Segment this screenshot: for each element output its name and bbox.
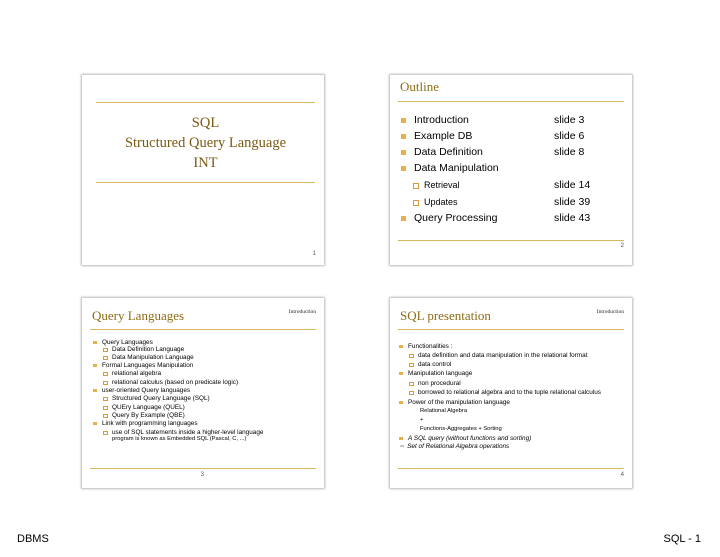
outline-subitem bbox=[401, 179, 626, 193]
outline-label: Introduction bbox=[414, 114, 469, 126]
slide-3-title-rule bbox=[90, 329, 316, 330]
outline-ref: slide 14 bbox=[554, 179, 591, 191]
outline-label: Query Processing bbox=[414, 212, 498, 224]
slide-3-section-tag: Introduction bbox=[288, 309, 316, 315]
slide-2-page-number: 2 bbox=[620, 243, 624, 249]
slide-2-footer-rule bbox=[398, 240, 624, 241]
sub-bullet-icon bbox=[103, 348, 108, 353]
bullet-icon bbox=[399, 401, 403, 405]
bullet-icon bbox=[401, 166, 406, 171]
list-continuation: program is known as Embedded SQL (Pascal, C, ...) bbox=[112, 436, 247, 442]
formula-line: + bbox=[420, 417, 424, 423]
bullet-icon bbox=[93, 341, 97, 345]
formula-line: Functions-Aggregates + Sorting bbox=[420, 426, 502, 432]
slide-3: Query Languages Introduction Query Languages Data Definition Language Data Manipulation Language Formal Languages Manipulation relational algebra relational calculus (based on predicate logic) user-oriented Query languages Structured Query Language (SQL) QUEry Language (QUEL) Query By Example (QBE) Link with programming languages use of SQL statements inside a higher-level language program is known as Embedded SQL (Pascal, C, ...) 3 bbox=[82, 298, 324, 488]
title-rule-top bbox=[96, 102, 315, 103]
sub-bullet-icon bbox=[409, 354, 414, 359]
equivalence-line: ⇔ Set of Relational Algebra operations bbox=[399, 443, 510, 450]
formula-line: Relational Algebra bbox=[420, 408, 468, 414]
slide-4-title-rule bbox=[398, 329, 624, 330]
slide-4-section-tag: Introduction bbox=[596, 309, 624, 315]
bullet-icon bbox=[399, 345, 403, 349]
footer-page-label: SQL - 1 bbox=[663, 533, 701, 545]
outline-label: Updates bbox=[424, 197, 458, 207]
sub-bullet-icon bbox=[103, 372, 108, 377]
slide-4-footer-rule bbox=[398, 468, 624, 469]
bullet-icon bbox=[401, 118, 406, 123]
outline-item bbox=[401, 114, 626, 128]
bullet-icon bbox=[93, 364, 97, 368]
footer-course-name: DBMS bbox=[17, 533, 49, 545]
outline-label: Data Definition bbox=[414, 146, 483, 158]
outline-ref: slide 6 bbox=[554, 130, 585, 142]
slide-1-title-line-2: Structured Query Language bbox=[124, 135, 287, 151]
outline-item bbox=[401, 146, 626, 160]
title-rule-bottom bbox=[96, 182, 315, 183]
outline-ref: slide 8 bbox=[554, 146, 585, 158]
sub-bullet-icon bbox=[413, 200, 419, 206]
bullet-icon bbox=[399, 437, 403, 441]
slide-2 bbox=[390, 75, 632, 265]
sub-bullet-icon bbox=[103, 414, 108, 419]
slide-3-title: Query Languages bbox=[92, 308, 185, 323]
outline-ref: slide 3 bbox=[554, 114, 585, 126]
sub-bullet-icon bbox=[413, 183, 419, 189]
outline-item bbox=[401, 212, 626, 226]
outline-label: Data Manipulation bbox=[414, 162, 499, 174]
slide-2-title: Outline bbox=[400, 79, 439, 94]
bullet-icon bbox=[401, 150, 406, 155]
sub-bullet-icon bbox=[103, 397, 108, 402]
sub-bullet-icon bbox=[103, 381, 108, 386]
slide-4: SQL presentation Introduction Functionalities : data definition and data manipulation in the relational format data control Manipulation language non procedural borrowed to relational algebra and to the tuple relational calculus Power of the manipulation language Relational Algebra + Functions-Aggregates + Sorting A SQL query (without functions and sorting) ⇔ Set of Relational Algebra operations 4 bbox=[390, 298, 632, 488]
sub-bullet-icon bbox=[409, 391, 414, 396]
bullet-icon bbox=[399, 372, 403, 376]
bullet-icon bbox=[93, 422, 97, 426]
outline-ref: slide 43 bbox=[554, 212, 591, 224]
outline-label: Example DB bbox=[414, 130, 473, 142]
slide-3-footer-rule bbox=[90, 468, 316, 469]
sub-bullet-icon bbox=[409, 382, 414, 387]
slide-2-title-rule bbox=[398, 101, 624, 102]
sub-bullet-icon bbox=[103, 431, 108, 436]
bullet-icon bbox=[401, 216, 406, 221]
bullet-icon bbox=[401, 134, 406, 139]
slide-1-title-line-3: INT bbox=[193, 155, 218, 171]
outline-ref: slide 39 bbox=[554, 196, 591, 208]
slide-1 bbox=[82, 75, 324, 265]
outline-subitem bbox=[401, 196, 626, 210]
bullet-icon bbox=[93, 389, 97, 393]
sub-bullet-icon bbox=[103, 406, 108, 411]
outline-item bbox=[401, 130, 626, 144]
sub-bullet-icon bbox=[409, 363, 414, 368]
sub-bullet-icon bbox=[103, 356, 108, 361]
slide-4-title: SQL presentation bbox=[400, 308, 491, 323]
slide-4-page-number: 4 bbox=[620, 472, 624, 478]
outline-item bbox=[401, 162, 626, 176]
slide-1-title-line-1: SQL bbox=[191, 115, 220, 131]
slide-1-page-number: 1 bbox=[312, 251, 316, 257]
slide-3-page-number: 3 bbox=[200, 472, 204, 478]
outline-label: Retrieval bbox=[424, 180, 460, 190]
